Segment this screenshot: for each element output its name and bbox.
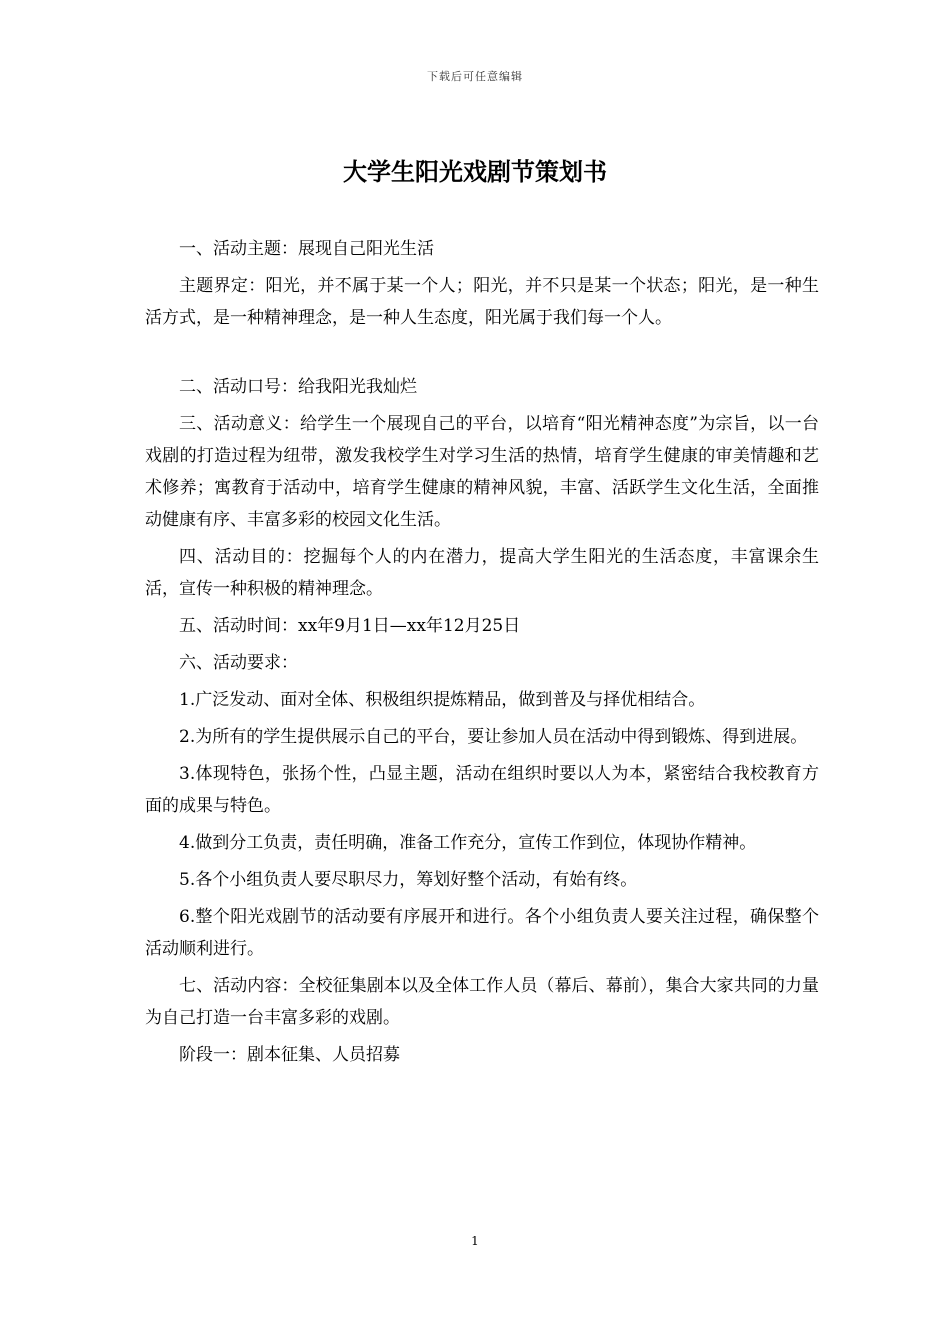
paragraph-purpose: 四、活动目的：挖掘每个人的内在潜力，提高大学生阳光的生活态度，丰富课余生活，宣传一种积极的精神理念。 — [145, 547, 819, 599]
paragraph-time: 五、活动时间：xx年9月1日—xx年12月25日 — [179, 616, 521, 636]
paragraph-theme-definition: 主题界定：阳光，并不属于某一个人；阳光，并不只是某一个状态；阳光，是一种生活方式，是一种精神理念，是一种人生态度，阳光属于我们每一个人。 — [145, 276, 819, 328]
paragraph-content: 七、活动内容：全校征集剧本以及全体工作人员（幕后、幕前），集合大家共同的力量为自己打造一台丰富多彩的戏剧。 — [145, 976, 819, 1028]
requirement-item-3: 3.体现特色，张扬个性，凸显主题，活动在组织时要以人为本，紧密结合我校教育方面的成果与特色。 — [145, 764, 819, 816]
document-title: 大学生阳光戏剧节策划书 — [343, 157, 607, 186]
paragraph-theme: 一、活动主题：展现自己阳光生活 — [179, 239, 434, 259]
paragraph-slogan: 二、活动口号：给我阳光我灿烂 — [179, 377, 417, 397]
requirement-item-5: 5.各个小组负责人要尽职尽力，筹划好整个活动，有始有终。 — [179, 870, 638, 890]
paragraph-requirements: 六、活动要求： — [179, 653, 298, 673]
requirement-item-2: 2.为所有的学生提供展示自己的平台，要让参加人员在活动中得到锻炼、得到进展。 — [179, 727, 808, 747]
requirement-item-1: 1.广泛发动、面对全体、积极组织提炼精品，做到普及与择优相结合。 — [179, 690, 706, 710]
header-note: 下载后可任意编辑 — [427, 70, 523, 83]
requirement-item-4: 4.做到分工负责，责任明确，准备工作充分，宣传工作到位，体现协作精神。 — [179, 833, 757, 853]
page-number: 1 — [471, 1234, 479, 1248]
document-body — [145, 233, 819, 1076]
paragraph-stage-one: 阶段一：剧本征集、人员招募 — [179, 1045, 400, 1065]
paragraph-significance: 三、活动意义：给学生一个展现自己的平台，以培育“阳光精神态度”为宗旨，以一台戏剧的打造过程为纽带，激发我校学生对学习生活的热情，培育学生健康的审美情趣和艺术修养；寓教育于活动中，培育学生健康的精神风貌，丰富、活跃学生文化生活，全面推动健康有序、丰富多彩的校园文化生活。 — [145, 414, 819, 530]
requirement-item-6: 6.整个阳光戏剧节的活动要有序展开和进行。各个小组负责人要关注过程，确保整个活动顺利进行。 — [145, 907, 819, 959]
